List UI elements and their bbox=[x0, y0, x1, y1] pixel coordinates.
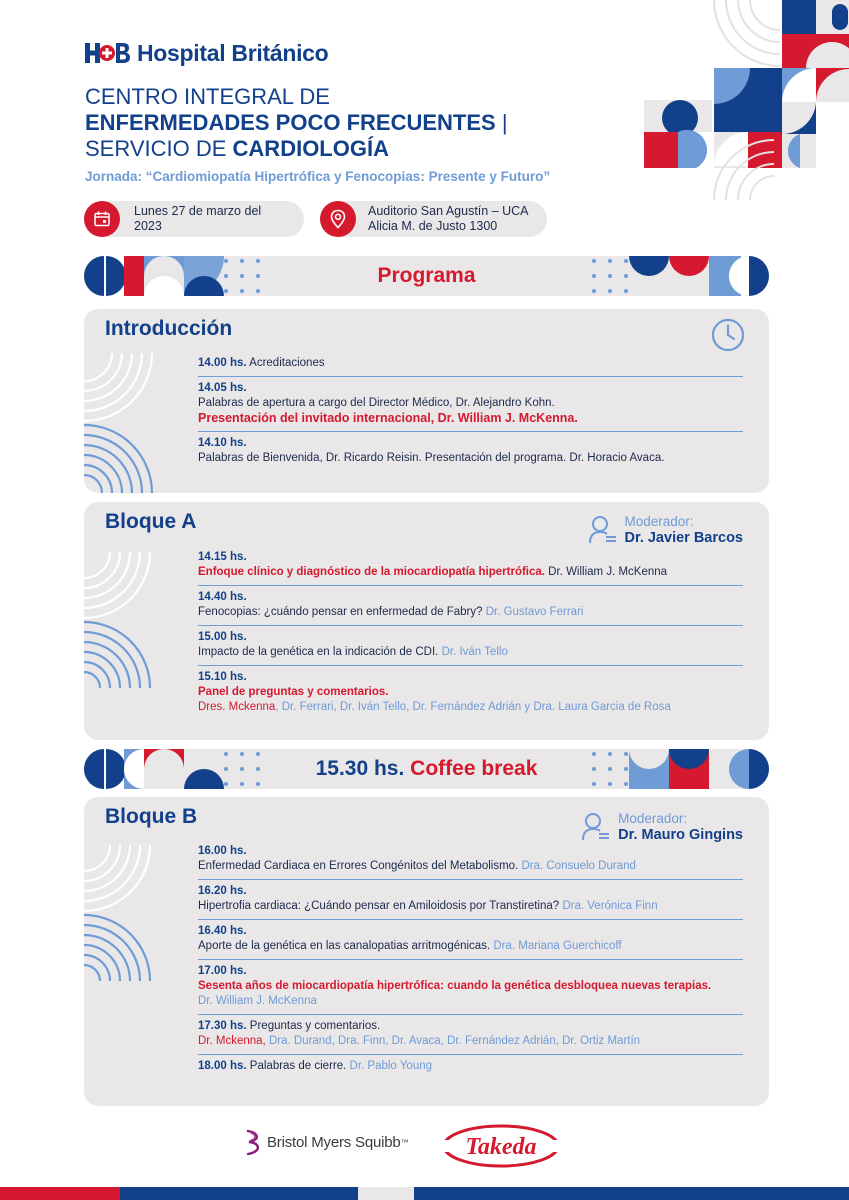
item-text: Palabras de cierre. bbox=[249, 1060, 347, 1072]
coffee-break-text: Coffee break bbox=[410, 757, 538, 780]
title-line-2: ENFERMEDADES POCO FRECUENTES bbox=[85, 110, 496, 135]
item-time: 16.20 hs. bbox=[198, 885, 247, 897]
item-speaker: Dr. Gustavo Ferrari bbox=[482, 606, 584, 618]
footer-bar-red bbox=[0, 1187, 120, 1200]
bms-name: Bristol Myers Squibb bbox=[267, 1133, 401, 1151]
clock-icon bbox=[711, 318, 745, 352]
item-speaker: Dra. Durand, Dra. Finn, Dr. Avaca, Dr. Fernández Adrián, Dr. Ortiz Martín bbox=[265, 1035, 641, 1047]
agenda-item bbox=[198, 352, 743, 377]
moderator bbox=[589, 514, 744, 546]
item-text: Acreditaciones bbox=[249, 357, 325, 369]
date-pill bbox=[84, 201, 304, 237]
moderator bbox=[582, 811, 743, 843]
item-highlight: Presentación del invitado internacional, Dr. William J. McKenna. bbox=[198, 411, 578, 425]
event-date: Lunes 27 de marzo del 2023 bbox=[134, 204, 262, 233]
coffee-break-time: 15.30 hs. bbox=[315, 757, 405, 780]
footer-bar-gray bbox=[358, 1187, 414, 1200]
moderator-name: Dr. Javier Barcos bbox=[624, 530, 743, 546]
agenda-item bbox=[198, 546, 743, 586]
section-bloque-a bbox=[84, 502, 769, 740]
item-text: Palabras de Bienvenida, Dr. Ricardo Reisin. Presentación del programa. Dr. Horacio Avaca. bbox=[198, 452, 665, 464]
bms-trademark: ™ bbox=[400, 1137, 409, 1147]
item-highlight: Panel de preguntas y comentarios. bbox=[198, 686, 389, 698]
programa-label: Programa bbox=[377, 264, 476, 287]
item-time: 17.30 hs. bbox=[198, 1020, 247, 1032]
item-speaker: Dra. Consuelo Durand bbox=[518, 860, 636, 872]
item-text: Palabras de apertura a cargo del Director Médico, Dr. Alejandro Kohn. bbox=[198, 397, 555, 409]
location-pill bbox=[320, 201, 547, 237]
moderator-name: Dr. Mauro Gingins bbox=[618, 827, 743, 843]
sponsor-takeda-logo bbox=[440, 1122, 562, 1175]
hospital-logo-mark bbox=[85, 41, 131, 65]
item-highlight: Sesenta años de miocardiopatía hipertrófica: cuando la genética desbloquea nuevas terapias. bbox=[198, 980, 712, 992]
item-text: Hipertrofia cardiaca: ¿Cuándo pensar en Amiloidosis por Transtiretina? bbox=[198, 900, 560, 912]
item-text: Preguntas y comentarios. bbox=[249, 1020, 381, 1032]
section-title: Bloque B bbox=[105, 805, 198, 828]
item-speaker: Dra. Mariana Guerchicoff bbox=[490, 940, 622, 952]
jornada-subtitle: Jornada: “Cardiomiopatía Hipertrófica y Fenocopias: Presente y Futuro” bbox=[85, 169, 551, 184]
item-time: 14.05 hs. bbox=[198, 382, 247, 394]
bms-logo-icon bbox=[245, 1128, 263, 1156]
moderator-label: Moderador: bbox=[618, 811, 688, 826]
title-line-3-prefix: SERVICIO DE bbox=[85, 136, 233, 161]
item-highlight: Enfoque clínico y diagnóstico de la miocardiopatía hipertrófica. bbox=[198, 566, 545, 578]
item-text: Aporte de la genética en las canalopatias arritmogénicas. bbox=[198, 940, 491, 952]
item-speaker: Dr. William J. McKenna bbox=[198, 995, 317, 1007]
item-speaker: , Dr. Ferrari, Dr. Iván Tello, Dr. Fernández Adrián y Dra. Laura Garcia de Rosa bbox=[275, 701, 671, 713]
item-text: Enfermedad Cardiaca en Errores Congénitos del Metabolismo. bbox=[198, 860, 519, 872]
item-time: 15.10 hs. bbox=[198, 671, 247, 683]
footer-bar-navy-right bbox=[414, 1187, 849, 1200]
item-time: 17.00 hs. bbox=[198, 965, 247, 977]
coffee-break-label bbox=[84, 749, 769, 789]
agenda-item bbox=[198, 840, 743, 880]
item-time: 14.40 hs. bbox=[198, 591, 247, 603]
section-title: Bloque A bbox=[105, 510, 197, 533]
moderator-icon bbox=[589, 515, 617, 545]
page-title bbox=[85, 84, 565, 162]
section-arcs-decoration bbox=[84, 349, 156, 493]
takeda-name: Takeda bbox=[465, 1134, 537, 1160]
item-time: 14.00 hs. bbox=[198, 357, 247, 369]
section-arcs-decoration bbox=[84, 841, 156, 989]
sponsor-bms-logo bbox=[245, 1128, 409, 1156]
title-line-3-bold: CARDIOLOGÍA bbox=[232, 136, 389, 161]
item-time: 18.00 hs. bbox=[198, 1060, 247, 1072]
item-time: 14.10 hs. bbox=[198, 437, 247, 449]
title-separator: | bbox=[495, 110, 508, 135]
location-address: Alicia M. de Justo 1300 bbox=[368, 219, 498, 233]
item-text: Fenocopias: ¿cuándo pensar en enfermedad de Fabry? bbox=[198, 606, 483, 618]
section-title: Introducción bbox=[105, 317, 233, 340]
programa-banner bbox=[84, 256, 769, 296]
location-pin-icon bbox=[320, 201, 356, 237]
item-time: 16.40 hs. bbox=[198, 925, 247, 937]
agenda-item bbox=[198, 626, 743, 666]
item-time: 16.00 hs. bbox=[198, 845, 247, 857]
item-speaker-highlight: Dr. Mckenna, bbox=[198, 1035, 266, 1047]
calendar-icon bbox=[84, 201, 120, 237]
hospital-name: Hospital Británico bbox=[137, 39, 329, 66]
item-text: Impacto de la genética en la indicación de CDI. bbox=[198, 646, 439, 658]
coffee-break-banner bbox=[84, 749, 769, 789]
agenda-item bbox=[198, 920, 743, 960]
section-bloque-b bbox=[84, 797, 769, 1106]
agenda-item bbox=[198, 666, 743, 720]
item-time: 14.15 hs. bbox=[198, 551, 247, 563]
agenda-item bbox=[198, 880, 743, 920]
agenda-item bbox=[198, 432, 743, 471]
item-time: 15.00 hs. bbox=[198, 631, 247, 643]
decorative-mosaic bbox=[640, 0, 849, 200]
section-introduccion bbox=[84, 309, 769, 493]
title-line-1: CENTRO INTEGRAL DE bbox=[85, 84, 330, 109]
agenda-item bbox=[198, 1015, 743, 1055]
hospital-logo bbox=[85, 40, 328, 66]
agenda-item bbox=[198, 1055, 743, 1079]
item-speaker: Dra. Verónica Finn bbox=[559, 900, 658, 912]
item-speaker: Dr. Pablo Young bbox=[346, 1060, 433, 1072]
footer-bar-navy bbox=[120, 1187, 358, 1200]
agenda-item bbox=[198, 377, 743, 432]
item-speaker: Dr. Iván Tello bbox=[438, 646, 508, 658]
moderator-icon bbox=[582, 812, 610, 842]
agenda-item bbox=[198, 586, 743, 626]
location-venue: Auditorio San Agustín – UCA bbox=[368, 204, 529, 218]
section-arcs-decoration bbox=[84, 548, 156, 694]
item-speaker-highlight: Dres. Mckenna bbox=[198, 701, 276, 713]
moderator-label: Moderador: bbox=[624, 514, 694, 529]
agenda-item bbox=[198, 960, 743, 1015]
item-speaker: Dr. William J. McKenna bbox=[544, 566, 668, 578]
